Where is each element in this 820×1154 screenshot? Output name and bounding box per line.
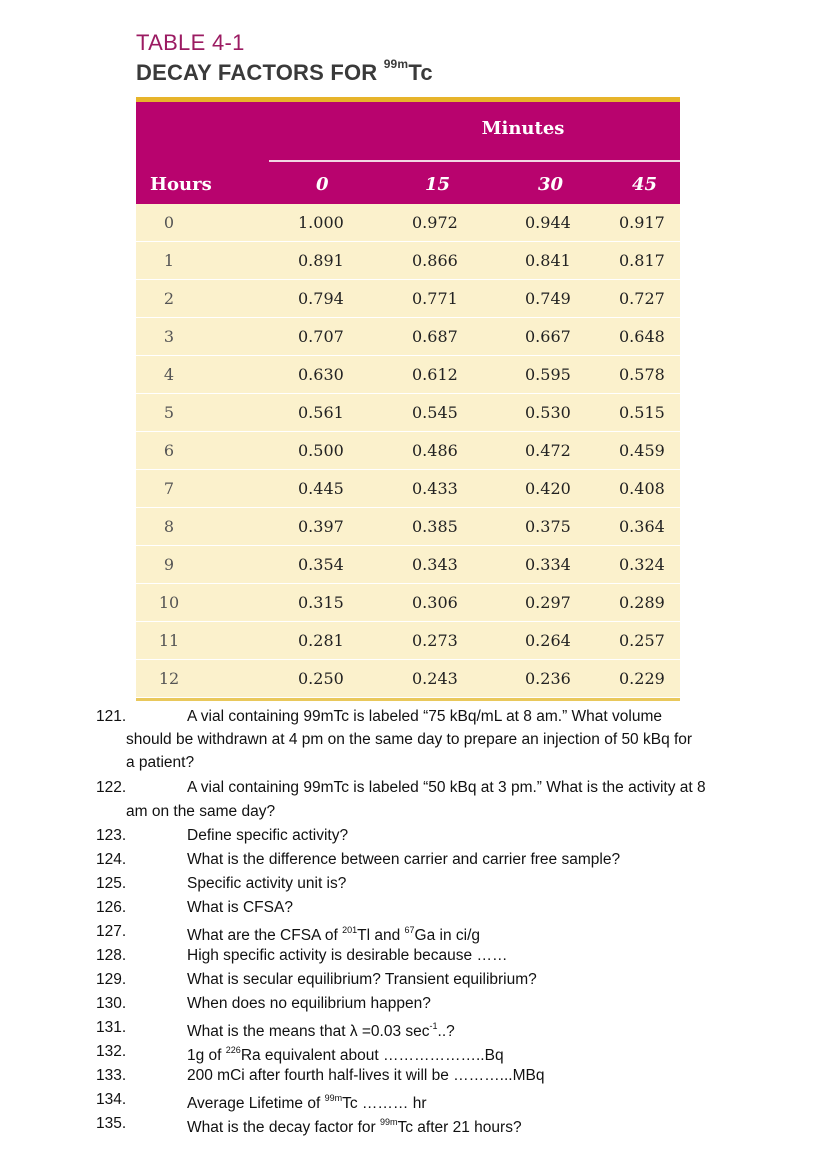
decay-factor-cell: 0.433 [412, 479, 458, 498]
table-row [136, 508, 680, 546]
table-row [136, 318, 680, 356]
table-title: DECAY FACTORS FOR $^{99m}$Tc [136, 56, 433, 85]
hour-cell: 2 [163, 289, 175, 308]
table-row [136, 356, 680, 394]
hour-cell: 6 [163, 441, 175, 460]
table-header [136, 102, 680, 204]
decay-factor-cell: 0.917 [619, 213, 665, 232]
table-row [136, 660, 680, 698]
decay-factor-cell: 0.841 [525, 251, 571, 270]
table-row [136, 470, 680, 508]
decay-factor-cell: 0.375 [525, 517, 571, 536]
decay-factor-cell: 0.264 [525, 631, 571, 650]
decay-factor-cell: 0.385 [412, 517, 458, 536]
decay-factor-cell: 0.578 [619, 365, 665, 384]
header-rule [269, 160, 680, 162]
decay-factor-cell: 0.817 [619, 251, 665, 270]
table-row [136, 432, 680, 470]
table-label: TABLE 4-1 [136, 30, 245, 55]
decay-factor-cell: 0.944 [525, 213, 571, 232]
minutes-header: Minutes [481, 118, 565, 139]
decay-factor-cell: 0.727 [619, 289, 665, 308]
hour-cell: 5 [163, 403, 175, 422]
decay-factor-cell: 0.445 [298, 479, 344, 498]
decay-factor-cell: 0.459 [619, 441, 665, 460]
decay-factor-cell: 0.243 [412, 669, 458, 688]
decay-factor-cell: 0.500 [298, 441, 344, 460]
decay-factor-cell: 0.472 [525, 441, 571, 460]
decay-factor-cell: 0.771 [412, 289, 458, 308]
decay-factor-cell: 0.250 [298, 669, 344, 688]
column-header-0: 0 [316, 174, 329, 195]
decay-factor-cell: 0.866 [412, 251, 458, 270]
decay-factor-cell: 0.561 [298, 403, 344, 422]
hour-cell: 7 [163, 479, 175, 498]
decay-factor-cell: 0.707 [298, 327, 344, 346]
decay-factor-cell: 0.306 [412, 593, 458, 612]
column-header-45: 45 [632, 174, 658, 195]
hour-cell: 0 [163, 213, 175, 232]
decay-factor-cell: 0.343 [412, 555, 458, 574]
hours-header: Hours [150, 174, 212, 195]
table-row [136, 394, 680, 432]
hour-cell: 12 [158, 669, 180, 688]
decay-factor-cell: 0.667 [525, 327, 571, 346]
decay-factor-cell: 0.612 [412, 365, 458, 384]
decay-factor-cell: 0.408 [619, 479, 665, 498]
decay-factor-cell: 0.297 [525, 593, 571, 612]
decay-factor-cell: 0.257 [619, 631, 665, 650]
table-row [136, 546, 680, 584]
table-row [136, 242, 680, 280]
decay-factor-cell: 0.397 [298, 517, 344, 536]
hour-cell: 11 [158, 631, 180, 650]
decay-factor-cell: 0.364 [619, 517, 665, 536]
decay-factor-cell: 0.324 [619, 555, 665, 574]
decay-factor-cell: 0.236 [525, 669, 571, 688]
decay-factor-cell: 0.334 [525, 555, 571, 574]
column-header-15: 15 [425, 174, 451, 195]
decay-factor-cell: 0.891 [298, 251, 344, 270]
decay-factor-cell: 0.515 [619, 403, 665, 422]
decay-factor-cell: 0.273 [412, 631, 458, 650]
column-header-30: 30 [538, 174, 564, 195]
decay-factor-cell: 0.749 [525, 289, 571, 308]
table-body [136, 204, 680, 698]
decay-factor-cell: 0.972 [412, 213, 458, 232]
decay-factor-cell: 0.595 [525, 365, 571, 384]
hour-cell: 4 [163, 365, 175, 384]
table-row [136, 204, 680, 242]
decay-factor-cell: 0.281 [298, 631, 344, 650]
decay-factor-cell: 0.354 [298, 555, 344, 574]
decay-factor-cell: 0.794 [298, 289, 344, 308]
hour-cell: 1 [163, 251, 175, 270]
decay-factor-cell: 0.420 [525, 479, 571, 498]
table-row [136, 280, 680, 318]
decay-factor-cell: 0.289 [619, 593, 665, 612]
decay-factor-cell: 0.648 [619, 327, 665, 346]
decay-factor-cell: 0.315 [298, 593, 344, 612]
hour-cell: 10 [158, 593, 180, 612]
table-row [136, 584, 680, 622]
decay-factor-cell: 0.545 [412, 403, 458, 422]
decay-factor-table [136, 97, 680, 701]
decay-factor-cell: 0.630 [298, 365, 344, 384]
decay-factor-cell: 1.000 [298, 213, 344, 232]
hour-cell: 9 [163, 555, 175, 574]
hour-cell: 8 [163, 517, 175, 536]
table-row [136, 622, 680, 660]
table-bottom-bar [136, 698, 680, 701]
decay-factor-cell: 0.486 [412, 441, 458, 460]
decay-factor-cell: 0.229 [619, 669, 665, 688]
hour-cell: 3 [163, 327, 175, 346]
decay-factor-cell: 0.687 [412, 327, 458, 346]
decay-factor-cell: 0.530 [525, 403, 571, 422]
